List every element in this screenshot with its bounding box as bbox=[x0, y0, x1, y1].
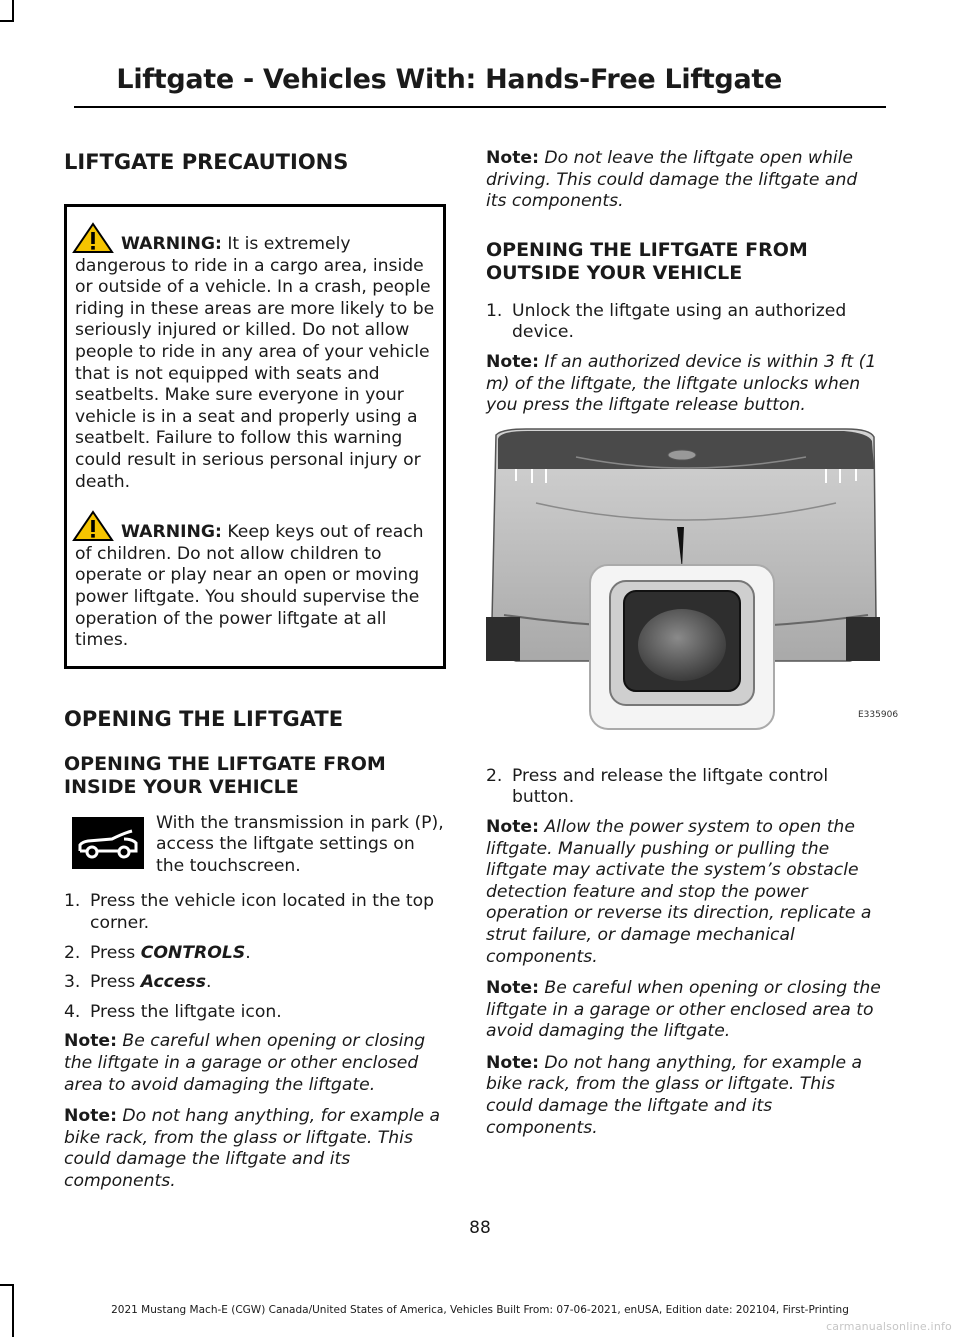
heading-liftgate-precautions: LIFTGATE PRECAUTIONS bbox=[64, 150, 349, 174]
step-text: Press the vehicle icon located in the top corner. bbox=[90, 891, 435, 934]
note-label: Note: bbox=[486, 351, 539, 372]
page-title: Liftgate - Vehicles With: Hands-Free Liftgate bbox=[116, 64, 782, 95]
note-label: Note: bbox=[486, 978, 539, 999]
step-number: 2. bbox=[64, 942, 81, 963]
figure-code: E335906 bbox=[858, 709, 899, 720]
warning-triangle-icon bbox=[73, 223, 113, 253]
right-column bbox=[486, 140, 899, 1139]
vehicle-rear-illustration bbox=[486, 429, 899, 734]
note-label: Note: bbox=[64, 1031, 117, 1052]
step-text: Press bbox=[90, 942, 141, 963]
outside-steps-list bbox=[486, 301, 882, 344]
header-divider bbox=[74, 106, 886, 108]
crop-mark bbox=[12, 0, 14, 22]
vehicle-liftgate-icon bbox=[72, 817, 144, 869]
heading-opening-from-outside: OPENING THE LIFTGATE FROM OUTSIDE YOUR VEHICLE bbox=[486, 238, 808, 284]
note-text: Be careful when opening or closing the liftgate in a garage or other enclosed area to avoid damaging the liftgate. bbox=[486, 978, 881, 1042]
footer-text: 2021 Mustang Mach-E (CGW) Canada/United States of America, Vehicles Built From: 07-06-2021, enUSA, Edition date: 202104, First-Printing bbox=[111, 1304, 849, 1316]
heading-opening-the-liftgate: OPENING THE LIFTGATE bbox=[64, 706, 344, 731]
step-punct: . bbox=[245, 942, 251, 963]
note-text: Allow the power system to open the liftgate. Manually pushing or pulling the liftgate may activate the system’s obstacle detection feature and stop the power operation or reverse its direction, replicate a strut failure, or damage mechanical components. bbox=[486, 816, 872, 967]
note-text: Do not leave the liftgate open while driving. This could damage the liftgate and its components. bbox=[486, 148, 858, 212]
heading-opening-from-inside: OPENING THE LIFTGATE FROM INSIDE YOUR VEHICLE bbox=[64, 752, 386, 798]
note bbox=[486, 1053, 882, 1139]
step-text: Unlock the liftgate using an authorized device. bbox=[512, 300, 847, 343]
intro-text: With the transmission in park (P), access the liftgate settings on the touchscreen. bbox=[156, 812, 444, 876]
step-number: 3. bbox=[64, 972, 81, 993]
note-label: Note: bbox=[486, 148, 539, 168]
note-label: Note: bbox=[486, 1052, 539, 1073]
warning-triangle-icon bbox=[73, 511, 113, 541]
note-text: Do not hang anything, for example a bike rack, from the glass or liftgate. This could damage the liftgate and its components. bbox=[64, 1106, 441, 1191]
step-number: 2. bbox=[486, 765, 503, 786]
warning-paragraph bbox=[75, 223, 435, 493]
note bbox=[64, 1106, 446, 1192]
list-item bbox=[486, 766, 882, 809]
note bbox=[486, 978, 882, 1043]
warning-paragraph bbox=[75, 511, 435, 652]
inside-steps-list bbox=[64, 891, 446, 1023]
step-punct: . bbox=[205, 972, 212, 993]
warning-text: It is extremely dangerous to ride in a cargo area, inside or outside of a vehicle. In a crash, people riding in these areas are more likely to be seriously injured or killed. Do not allow people to ride in any area of your vehicle that is not equipped with seats and seatbelts. Make sure everyone in your vehicle is in a seat and properly using a seatbelt. Failure to follow this warning could result in serious personal injury or death. bbox=[75, 234, 435, 492]
list-item bbox=[64, 972, 446, 994]
warning-text: Keep keys out of reach of children. Do not allow children to operate or play near an open or moving power liftgate. You should supervise the operation of the power liftgate at all times. bbox=[75, 522, 424, 651]
list-item bbox=[486, 301, 882, 344]
crop-mark bbox=[0, 20, 14, 22]
note-text: Be careful when opening or closing the liftgate in a garage or other enclosed area to avoid damaging the liftgate. bbox=[64, 1031, 426, 1095]
menu-name: CONTROLS bbox=[140, 942, 246, 963]
list-item bbox=[64, 891, 446, 934]
step-text: Press bbox=[90, 972, 141, 993]
note-label: Note: bbox=[486, 816, 539, 837]
left-column bbox=[64, 140, 446, 1193]
touchscreen-intro bbox=[64, 813, 446, 878]
note-text: Do not hang anything, for example a bike rack, from the glass or liftgate. This could damage the liftgate and its components. bbox=[486, 1052, 863, 1138]
menu-name: Access bbox=[140, 972, 206, 993]
outside-steps-list-2 bbox=[486, 766, 882, 809]
note-label: Note: bbox=[64, 1106, 117, 1127]
warning-box bbox=[64, 204, 446, 669]
liftgate-illustration bbox=[486, 429, 899, 734]
warning-label: WARNING: bbox=[121, 522, 222, 543]
page-number: 88 bbox=[469, 1218, 491, 1238]
step-number: 4. bbox=[64, 1001, 81, 1022]
warning-label: WARNING: bbox=[121, 234, 222, 254]
note-text: If an authorized device is within 3 ft (1 m) of the liftgate, the liftgate unlocks when you press the liftgate release button. bbox=[486, 351, 877, 416]
note bbox=[486, 817, 882, 968]
crop-mark bbox=[0, 1284, 14, 1286]
list-item bbox=[64, 943, 446, 965]
list-item bbox=[64, 1002, 446, 1024]
note bbox=[486, 148, 882, 213]
step-number: 1. bbox=[64, 891, 81, 912]
note bbox=[486, 352, 882, 417]
note bbox=[64, 1031, 446, 1096]
step-number: 1. bbox=[486, 300, 503, 321]
watermark: carmanualsonline.info bbox=[826, 1320, 952, 1333]
step-text: Press and release the liftgate control button. bbox=[512, 765, 829, 808]
step-text: Press the liftgate icon. bbox=[90, 1001, 282, 1022]
